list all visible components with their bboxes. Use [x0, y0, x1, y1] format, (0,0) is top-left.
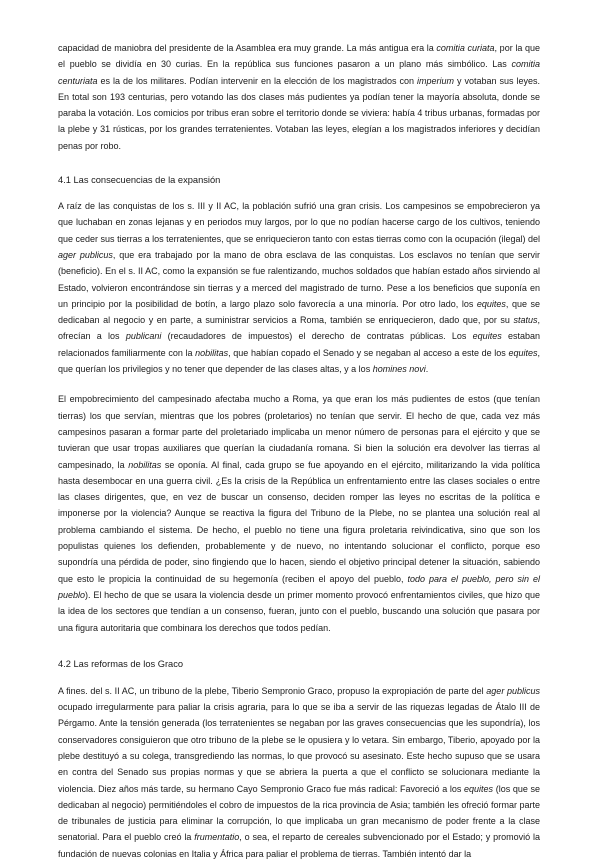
- text-run: , que era trabajado por la mano de obra esclava de las conquistas. Los esclavos no tenían que servir (beneficio). En el s. II AC, como la expansión se fue ralentizando, muchos soldados que habían estado años sirviendo al Estado, volvieron encontrándose sin tierras y a merced del magistrado de turno. Pese a los beneficios que suponía en un principio por la posibilidad de botín, a largo plazo solo favorecía a una minoría. Por otro lado, los: [58, 249, 540, 309]
- text-run: capacidad de maniobra del presidente de la Asamblea era muy grande. La más antigua era la: [58, 43, 437, 53]
- italic-term: comitia centuriata: [58, 59, 540, 86]
- text-run: , que se dedicaban al negocio y en parte, a suministrar servicios a Roma, también se enriquecieron, dado que, por su: [58, 298, 540, 326]
- text-run: ). El hecho de que se usara la violencia desde un primer momento provocó enfrentamientos civiles, que hizo que la idea de los sectores que tendían a un consenso, fueran, junto con el pueblo, buscando una solución que pasara por una figura autoritaria que combinara los derechos que todos pedían.: [58, 589, 540, 633]
- paragraph-asambleas: [58, 40, 540, 154]
- italic-term: publicani: [125, 331, 162, 342]
- text-run: es la de los militares. Podían intervenir en la elección de los magistrados con: [97, 75, 417, 86]
- text-run: El empobrecimiento del campesinado afectaba mucho a Roma, ya que eran los más pudientes de estos (que tenían tierras) los que servían, mientras que los pobres (proletarios) no tenían que servir. El hecho de que, cada vez más campesinos pasaran a formar parte del proletariado implicaba un menor número de personas para el ejército y que se tuvieran que usar tropas auxiliares que querían la ciudadanía romana. Si bien la solución era devolver las tierras al campesinado, la: [58, 394, 540, 470]
- italic-term: ager publicus: [486, 685, 540, 696]
- text-run: A raíz de las conquistas de los s. III y II AC, la población sufrió una gran crisis. Los campesinos se empobrecieron ya que luchaban en zonas lejanas y en periodos muy largos, por lo que no podían hacerse cargo de los cultivos, teniendo que ceder sus tierras a los terratenientes, que se enriquecieron tanto con estas tierras como con la ocupación (ilegal) del: [58, 201, 540, 244]
- paragraph-reformas-graco: [58, 683, 540, 862]
- text-run: 4.2 Las reformas de los Graco: [58, 658, 184, 669]
- paragraph-consecuencias: [58, 198, 540, 377]
- italic-term: nobilitas: [195, 347, 229, 358]
- document-page: [58, 40, 540, 862]
- italic-term: nobilitas: [128, 459, 162, 470]
- italic-term: todo para el pueblo, pero sin el pueblo: [58, 573, 540, 600]
- italic-term: comitia curiata: [436, 43, 495, 53]
- italic-term: homines novi: [372, 364, 426, 375]
- italic-term: equites: [476, 298, 506, 309]
- text-run: 4.1 Las consecuencias de la expansión: [58, 175, 221, 186]
- italic-term: equites: [508, 347, 538, 358]
- italic-term: frumentatio: [194, 832, 240, 843]
- italic-term: equites: [464, 783, 494, 794]
- text-run: , que habían copado el Senado y se negaban al acceso a este de los: [228, 347, 509, 358]
- italic-term: ager publicus: [58, 249, 113, 260]
- italic-term: status: [513, 315, 538, 326]
- text-run: ocupado irregularmente para paliar la crisis agraria, para lo que se iba a servir de las riquezas legadas de Átalo III de Pérgamo. Ante la tensión generada (los terratenientes se negaban por las graves consecuencias que les supondría), los conservadores consiguieron que otro tribuno de la plebe se le opusiera y lo vetara. Sin embargo, Tiberio, apoyado por la plebe destituyó a su colega, transgrediendo las normas, lo que provocó su asesinato. Este hecho supuso que se usara en contra del Senado sus propias normas y que se abriera la puerta a que el conflicto se solucionara mediante la violencia. Diez años más tarde, su hermano Cayo Sempronio Graco fue más radical: Favoreció a los: [58, 702, 540, 794]
- text-run: A fines. del s. II AC, un tribuno de la plebe, Tiberio Sempronio Graco, propuso la expropiación de parte del: [58, 685, 487, 696]
- text-run: (recaudadores de impuestos) el derecho de contratas públicas. Los: [161, 331, 473, 342]
- text-run: (los que se dedicaban al negocio) permitiéndoles el cobro de impuestos de la rica provincia de Asia; también les ofreció formar parte de tribunales de justicia para eliminar la corrupción, lo que implicaba un gran mecanismo de poder frente a la clase senatorial. Para el pueblo creó la: [58, 783, 541, 843]
- italic-term: equites: [472, 331, 502, 342]
- text-run: .: [425, 364, 429, 375]
- text-run: se oponía. Al final, cada grupo se fue apoyando en el ejército, militarizando la vida política hasta desembocar en una guerra civil. ¿Es la crisis de la República un enfrentamiento entre las clases sociales o entre las clases dirigentes, que, en vez de buscar un consenso, deciden romper las leyes no escritas de la política e imponerse por la violencia? Aunque se reactiva la figura del Tribuno de la Plebe, no se plantea una solución real al problema cambiando el sistema. De hecho, el pueblo no tiene una figura proletaria reivindicativa, sino que son los populistas quienes los defienden, probablemente y de nuevo, no intentando solucionar el conflicto, porque eso supondría una pérdida de poder, sino fingiendo que lo hacen, siendo el objetivo principal detener la situación, sabiendo que esto le propicia la continuidad de su hegemonía (reciben el apoyo del pueblo,: [58, 459, 540, 584]
- text-run: estaban relacionados familiarmente con la: [58, 331, 540, 358]
- section-heading-4-2: [58, 656, 540, 672]
- text-run: , por la que el pueblo se dividía en 30 curias. En la república sus funciones pasaron a un plano más simbólico. Las: [58, 43, 540, 70]
- text-run: y votaban sus leyes. En total son 193 centurias, pero votando las dos clases más pudientes ya podían tener la mayoría absoluta, donde se paraba la votación. Los comicios por tribus eran sobre el territorio donde se viviera: había 4 tribus urbanas, formadas por la plebe y 31 rústicas, por los grandes terratenientes. Votaban las leyes, elegían a los magistrados inferiores y decidían penas por robo.: [58, 75, 540, 151]
- text-run: , que querían los privilegios y no tener que depender de las clases altas, y a los: [58, 347, 540, 375]
- text-run: , ofrecían a los: [58, 315, 540, 342]
- paragraph-empobrecimiento: [58, 391, 540, 635]
- section-heading-4-1: [58, 172, 540, 188]
- text-run: , o sea, el reparto de cereales subvencionado por el Estado; y promovió la fundación de nuevas colonias en Italia y África para paliar el problema de tierras. También intentó dar la: [58, 832, 540, 859]
- italic-term: imperium: [416, 75, 454, 86]
